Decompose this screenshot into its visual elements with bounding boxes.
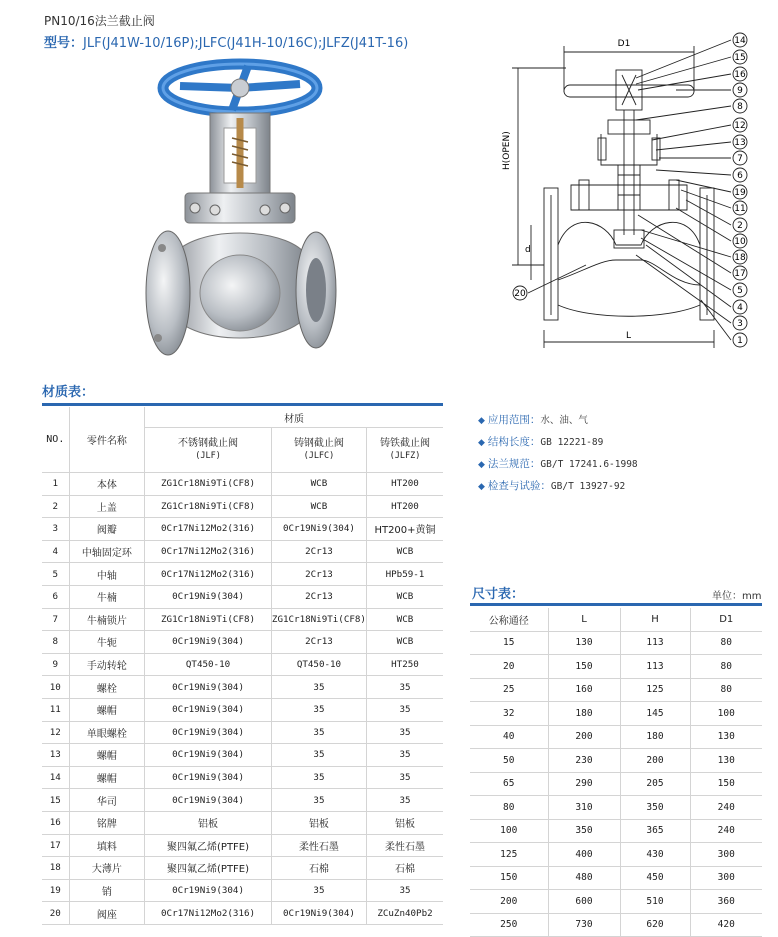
cell-no: 20 xyxy=(42,902,69,925)
cell-d1: 80 xyxy=(690,655,762,679)
cell-jlfz: HT200 xyxy=(366,473,443,496)
cell-jlfz: WCB xyxy=(366,540,443,563)
cell-part-name: 阀瓣 xyxy=(69,518,145,541)
unit-label: 单位：mm xyxy=(712,591,762,602)
cell-no: 11 xyxy=(42,698,69,721)
cell-jlf: 0Cr19Ni9(304) xyxy=(145,879,272,902)
callout-number: 7 xyxy=(737,154,743,164)
cell-h: 145 xyxy=(620,702,690,726)
cell-jlfc: 35 xyxy=(271,676,366,699)
callout-number: 16 xyxy=(734,70,746,80)
cell-no: 7 xyxy=(42,608,69,631)
callout-number: 9 xyxy=(737,86,743,96)
spec-item: ◆ 检查与试验：GB/T 13927-92 xyxy=(478,480,626,492)
cell-jlfc: 35 xyxy=(271,766,366,789)
spec-item: ◆ 结构长度：GB 12221-89 xyxy=(478,436,604,448)
cell-l: 160 xyxy=(548,678,620,702)
cell-jlf: 0Cr17Ni12Mo2(316) xyxy=(145,563,272,586)
table-row xyxy=(42,857,443,880)
cell-h: 205 xyxy=(620,772,690,796)
col-h: H xyxy=(620,608,690,631)
cell-part-name: 手动转轮 xyxy=(69,653,145,676)
cell-jlfc: 0Cr19Ni9(304) xyxy=(271,518,366,541)
cell-jlfz: 35 xyxy=(366,698,443,721)
cell-dn: 40 xyxy=(470,725,548,749)
cell-no: 15 xyxy=(42,789,69,812)
cell-dn: 125 xyxy=(470,843,548,867)
cell-jlf: 0Cr19Ni9(304) xyxy=(145,698,272,721)
cell-no: 10 xyxy=(42,676,69,699)
cell-jlfc: 35 xyxy=(271,744,366,767)
cell-jlf: 聚四氟乙烯(PTFE) xyxy=(145,857,272,880)
cell-part-name: 牛轭 xyxy=(69,631,145,654)
material-table xyxy=(42,407,443,925)
cell-jlf: ZG1Cr18Ni9Ti(CF8) xyxy=(145,473,272,496)
cell-jlf: 0Cr19Ni9(304) xyxy=(145,721,272,744)
dim-h-label: H(OPEN) xyxy=(502,131,512,170)
cell-jlfz: ZCuZn40Pb2 xyxy=(366,902,443,925)
col-dn: 公称通径 xyxy=(470,608,548,631)
cell-d1: 240 xyxy=(690,796,762,820)
cell-d1: 150 xyxy=(690,772,762,796)
cell-h: 450 xyxy=(620,866,690,890)
table-row xyxy=(42,653,443,676)
table-row xyxy=(42,495,443,518)
cell-no: 6 xyxy=(42,585,69,608)
cell-jlfc: 柔性石墨 xyxy=(271,834,366,857)
table-row xyxy=(42,676,443,699)
cell-jlfz: HT250 xyxy=(366,653,443,676)
col-d1: D1 xyxy=(690,608,762,631)
callout-number: 1 xyxy=(737,336,743,346)
cell-part-name: 螺帽 xyxy=(69,744,145,767)
cell-d1: 80 xyxy=(690,631,762,655)
cell-d1: 80 xyxy=(690,678,762,702)
cell-no: 4 xyxy=(42,540,69,563)
cell-jlfz: HT200+黄铜 xyxy=(366,518,443,541)
cell-part-name: 牛楠锁片 xyxy=(69,608,145,631)
table-row xyxy=(470,819,762,843)
cell-no: 12 xyxy=(42,721,69,744)
cell-part-name: 销 xyxy=(69,879,145,902)
table-row xyxy=(42,631,443,654)
cell-l: 180 xyxy=(548,702,620,726)
dim-d1-label: D1 xyxy=(617,39,631,49)
cell-jlfc: 2Cr13 xyxy=(271,585,366,608)
table-row xyxy=(470,678,762,702)
table-row xyxy=(42,879,443,902)
cell-l: 480 xyxy=(548,866,620,890)
table-row xyxy=(42,608,443,631)
material-section-title: 材质表： xyxy=(42,385,95,400)
cell-part-name: 本体 xyxy=(69,473,145,496)
col-jlfz: 铸铁截止阀 (JLFZ) xyxy=(366,428,443,473)
cell-jlf: 0Cr19Ni9(304) xyxy=(145,789,272,812)
cell-jlfc: 0Cr19Ni9(304) xyxy=(271,902,366,925)
callout-number: 15 xyxy=(734,53,746,63)
cell-dn: 32 xyxy=(470,702,548,726)
cell-no: 9 xyxy=(42,653,69,676)
cell-no: 17 xyxy=(42,834,69,857)
cell-jlfc: QT450-10 xyxy=(271,653,366,676)
table-row xyxy=(42,744,443,767)
cell-part-name: 填料 xyxy=(69,834,145,857)
cell-d1: 100 xyxy=(690,702,762,726)
cell-no: 13 xyxy=(42,744,69,767)
cell-d1: 300 xyxy=(690,843,762,867)
cell-jlfz: 铝板 xyxy=(366,811,443,834)
cell-dn: 15 xyxy=(470,631,548,655)
cell-l: 400 xyxy=(548,843,620,867)
cell-jlfz: 石棉 xyxy=(366,857,443,880)
cell-l: 150 xyxy=(548,655,620,679)
table-row xyxy=(42,789,443,812)
cell-no: 2 xyxy=(42,495,69,518)
callout-number: 18 xyxy=(734,253,746,263)
callout-number: 17 xyxy=(734,269,746,279)
cell-part-name: 螺栓 xyxy=(69,676,145,699)
table-row xyxy=(470,913,762,937)
cell-part-name: 阀座 xyxy=(69,902,145,925)
table-row xyxy=(42,563,443,586)
table-row xyxy=(42,811,443,834)
material-divider xyxy=(42,403,443,406)
cell-jlfz: WCB xyxy=(366,608,443,631)
cell-d1: 420 xyxy=(690,913,762,937)
table-row xyxy=(470,725,762,749)
table-row xyxy=(470,655,762,679)
cell-jlfz: 35 xyxy=(366,676,443,699)
page-title: PN10/16法兰截止阀 xyxy=(44,14,155,28)
cell-jlfc: 35 xyxy=(271,789,366,812)
cell-part-name: 华司 xyxy=(69,789,145,812)
callout-number: 5 xyxy=(737,286,743,296)
cell-part-name: 牛楠 xyxy=(69,585,145,608)
cell-jlfz: 35 xyxy=(366,879,443,902)
cell-jlfc: 铝板 xyxy=(271,811,366,834)
cell-jlf: 0Cr19Ni9(304) xyxy=(145,744,272,767)
cell-jlf: 0Cr17Ni12Mo2(316) xyxy=(145,518,272,541)
table-row xyxy=(470,843,762,867)
cell-dn: 150 xyxy=(470,866,548,890)
model-line xyxy=(44,32,408,51)
table-row xyxy=(470,796,762,820)
cell-d1: 130 xyxy=(690,725,762,749)
cell-l: 350 xyxy=(548,819,620,843)
cell-l: 310 xyxy=(548,796,620,820)
cell-d1: 130 xyxy=(690,749,762,773)
cell-no: 14 xyxy=(42,766,69,789)
cell-part-name: 螺帽 xyxy=(69,766,145,789)
cell-dn: 200 xyxy=(470,890,548,914)
cell-jlfc: 2Cr13 xyxy=(271,563,366,586)
spec-list xyxy=(478,410,638,498)
table-row xyxy=(470,890,762,914)
table-row xyxy=(470,749,762,773)
col-no: NO. xyxy=(42,407,69,473)
cell-jlfz: HPb59-1 xyxy=(366,563,443,586)
cell-jlf: 0Cr19Ni9(304) xyxy=(145,631,272,654)
cell-part-name: 上盖 xyxy=(69,495,145,518)
table-row xyxy=(42,540,443,563)
cell-jlf: 铝板 xyxy=(145,811,272,834)
cell-l: 230 xyxy=(548,749,620,773)
cell-l: 200 xyxy=(548,725,620,749)
cell-no: 19 xyxy=(42,879,69,902)
cell-d1: 300 xyxy=(690,866,762,890)
callout-number: 6 xyxy=(737,171,743,181)
cell-part-name: 螺帽 xyxy=(69,698,145,721)
cell-jlfc: 35 xyxy=(271,721,366,744)
valve-photo xyxy=(140,58,350,378)
cell-h: 620 xyxy=(620,913,690,937)
model-value: JLF(J41W-10/16P);JLFC(J41H-10/16C);JLFZ(J41T-16) xyxy=(83,36,409,51)
cell-d1: 240 xyxy=(690,819,762,843)
cell-no: 3 xyxy=(42,518,69,541)
col-jlfc: 铸钢截止阀 (JLFC) xyxy=(271,428,366,473)
cell-jlfz: WCB xyxy=(366,585,443,608)
col-l: L xyxy=(548,608,620,631)
cell-dn: 20 xyxy=(470,655,548,679)
callout-number: 8 xyxy=(737,102,743,112)
cell-h: 510 xyxy=(620,890,690,914)
dimension-table xyxy=(470,608,762,937)
cell-jlf: 0Cr17Ni12Mo2(316) xyxy=(145,902,272,925)
cell-l: 290 xyxy=(548,772,620,796)
cell-dn: 100 xyxy=(470,819,548,843)
cell-dn: 50 xyxy=(470,749,548,773)
model-label: 型号： xyxy=(44,36,84,51)
cell-jlfc: 35 xyxy=(271,879,366,902)
table-row xyxy=(42,721,443,744)
cell-jlfc: 35 xyxy=(271,698,366,721)
table-row xyxy=(42,902,443,925)
table-row xyxy=(470,866,762,890)
col-jlf: 不锈钢截止阀 (JLF) xyxy=(145,428,272,473)
table-row xyxy=(42,518,443,541)
table-row xyxy=(470,702,762,726)
cell-h: 180 xyxy=(620,725,690,749)
cell-h: 125 xyxy=(620,678,690,702)
cell-jlf: QT450-10 xyxy=(145,653,272,676)
cell-part-name: 大薄片 xyxy=(69,857,145,880)
spec-item: ◆ 法兰规范：GB/T 17241.6-1998 xyxy=(478,458,638,470)
cell-no: 18 xyxy=(42,857,69,880)
dimension-section-title: 尺寸表： xyxy=(472,587,525,602)
cell-part-name: 单眼螺栓 xyxy=(69,721,145,744)
dimension-divider xyxy=(470,603,762,606)
cell-no: 1 xyxy=(42,473,69,496)
cell-dn: 80 xyxy=(470,796,548,820)
cell-dn: 250 xyxy=(470,913,548,937)
cell-dn: 65 xyxy=(470,772,548,796)
callout-number: 12 xyxy=(734,121,746,131)
callout-number: 19 xyxy=(734,188,746,198)
table-row xyxy=(470,772,762,796)
cell-jlfc: 2Cr13 xyxy=(271,631,366,654)
table-row xyxy=(42,698,443,721)
dim-d-label: d xyxy=(525,245,531,255)
cell-jlfc: 2Cr13 xyxy=(271,540,366,563)
cell-jlfc: WCB xyxy=(271,473,366,496)
cell-h: 200 xyxy=(620,749,690,773)
cell-h: 113 xyxy=(620,631,690,655)
cell-jlfz: 35 xyxy=(366,789,443,812)
cell-h: 430 xyxy=(620,843,690,867)
cell-no: 5 xyxy=(42,563,69,586)
table-row xyxy=(42,473,443,496)
cell-l: 730 xyxy=(548,913,620,937)
cell-dn: 25 xyxy=(470,678,548,702)
table-row xyxy=(42,585,443,608)
spec-item: ◆ 应用范围：水、油、气 xyxy=(478,414,588,426)
cell-jlfz: WCB xyxy=(366,631,443,654)
cell-part-name: 中轴固定环 xyxy=(69,540,145,563)
cell-jlfz: HT200 xyxy=(366,495,443,518)
callout-number: 11 xyxy=(734,204,746,214)
cell-l: 130 xyxy=(548,631,620,655)
col-part-name: 零件名称 xyxy=(69,407,145,473)
cell-jlf: ZG1Cr18Ni9Ti(CF8) xyxy=(145,495,272,518)
cell-jlf: 0Cr19Ni9(304) xyxy=(145,585,272,608)
cell-jlf: 聚四氟乙烯(PTFE) xyxy=(145,834,272,857)
cell-jlfc: 石棉 xyxy=(271,857,366,880)
cell-jlfz: 35 xyxy=(366,766,443,789)
cell-jlfc: WCB xyxy=(271,495,366,518)
cell-jlfz: 柔性石墨 xyxy=(366,834,443,857)
cell-jlfz: 35 xyxy=(366,721,443,744)
cell-jlf: 0Cr19Ni9(304) xyxy=(145,676,272,699)
cell-jlfc: ZG1Cr18Ni9Ti(CF8) xyxy=(271,608,366,631)
table-row xyxy=(42,834,443,857)
valve-diagram xyxy=(476,30,772,360)
cell-h: 113 xyxy=(620,655,690,679)
callout-number: 4 xyxy=(737,303,743,313)
cell-jlf: 0Cr19Ni9(304) xyxy=(145,766,272,789)
table-row xyxy=(42,766,443,789)
dim-l-label: L xyxy=(626,331,632,341)
cell-part-name: 铭牌 xyxy=(69,811,145,834)
callout-number: 2 xyxy=(737,221,743,231)
cell-no: 8 xyxy=(42,631,69,654)
cell-h: 365 xyxy=(620,819,690,843)
callout-number: 20 xyxy=(514,289,526,299)
cell-no: 16 xyxy=(42,811,69,834)
cell-jlf: ZG1Cr18Ni9Ti(CF8) xyxy=(145,608,272,631)
cell-h: 350 xyxy=(620,796,690,820)
col-material-group: 材质 xyxy=(145,407,443,428)
table-row xyxy=(470,631,762,655)
cell-part-name: 中轴 xyxy=(69,563,145,586)
cell-jlf: 0Cr17Ni12Mo2(316) xyxy=(145,540,272,563)
callout-number: 3 xyxy=(737,319,743,329)
cell-l: 600 xyxy=(548,890,620,914)
callout-number: 14 xyxy=(734,36,746,46)
cell-jlfz: 35 xyxy=(366,744,443,767)
callout-number: 10 xyxy=(734,237,746,247)
callout-number: 13 xyxy=(734,138,746,148)
cell-d1: 360 xyxy=(690,890,762,914)
